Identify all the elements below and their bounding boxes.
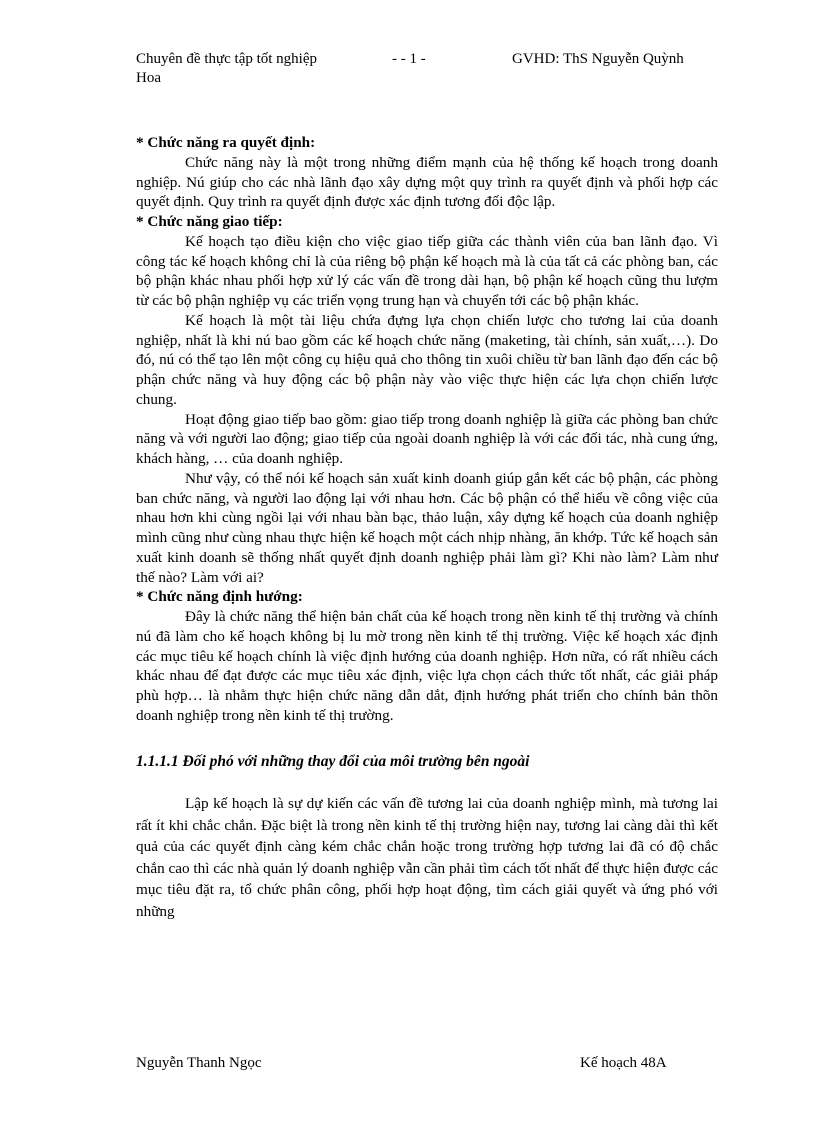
paragraph: Chức năng này là một trong những điểm mạnh của hệ thống kế hoạch trong doanh nghiệp. Nú giúp cho các nhà lãnh đạo xây dựng một quy trình ra quyết định và phối hợp các quyết định. Quy trình ra quyết định được xác định tương đối độc lập. bbox=[136, 153, 718, 211]
header-title: Chuyên đề thực tập tốt nghiệp bbox=[136, 51, 318, 67]
section-heading: * Chức năng giao tiếp: bbox=[136, 213, 283, 230]
page-content bbox=[136, 133, 718, 922]
footer-class: Kế hoạch 48A bbox=[580, 1055, 667, 1071]
paragraph: Lập kế hoạch là sự dự kiến các vấn đề tương lai của doanh nghiệp mình, mà tương lai rất ít khi chắc chắn. Đặc biệt là trong nền kinh tế thị trường hiện nay, tương lai càng dài thì kết quả của các quyết định càng kém chắc chắn hoặc trong trường hợp tương lai đã có độ chắc chắn cao thì các nhà quản lý doanh nghiệp vẫn cần phải tìm cách tốt nhất để thực hiện được các mục tiêu đặt ra, tổ chức phân công, phối hợp hoạt động, tìm cách giải quyết và ứng phó với những bbox=[136, 795, 718, 920]
paragraph: Kế hoạch tạo điều kiện cho việc giao tiếp giữa các thành viên của ban lãnh đạo. Vì công tác kế hoạch không chỉ là của riêng bộ phận kế hoạch mà là của tất cả các phòng ban, các bộ phận khác nhau phối hợp xử lý các vấn đề trong dài hạn, bộ phận kế hoạch cũng thu lượm từ các bộ phận nghiệp vụ các triển vọng trung hạn và chuyển tới các bộ phận khác. bbox=[136, 232, 718, 309]
paragraph: Đây là chức năng thể hiện bản chất của kế hoạch trong nền kinh tế thị trường và chính nú đã làm cho kế hoạch không bị lu mờ trong nền kinh tế thị trường. Việc kế hoạch xác định các mục tiêu kế hoạch chính là việc định hướng của doanh nghiệp. Hơn nữa, có rất nhiều cách khác nhau để đạt được các mục tiêu xác định, việc lựa chọn cách thức tốt nhất, các giải pháp phù hợp… là nhằm thực hiện chức năng dẫn dắt, định hướng phát triển cho chính bản thõn doanh nghiệp trong nền kinh tế thị trường. bbox=[136, 608, 718, 724]
section-heading: * Chức năng định hướng: bbox=[136, 588, 303, 606]
paragraph: Kế hoạch là một tài liệu chứa đựng lựa chọn chiến lược cho tương lai của doanh nghiệp, nhất là khi nú bao gồm các kế hoạch chức năng (maketing, tài chính, sản xuất,…). Do đó, nú có thể tạo lên một công cụ hiệu quả cho thông tin xuôi chiều từ ban lãnh đạo đến các bộ phận chức năng và huy động các bộ phận này vào việc thực hiện các lựa chọn chiến lược chung. bbox=[136, 311, 718, 408]
paragraph: Hoạt động giao tiếp bao gồm: giao tiếp trong doanh nghiệp là giữa các phòng ban chức năng và với người lao động; giao tiếp của ngoài doanh nghiệp là với các đối tác, nhà cung ứng, khách hàng, … của doanh nghiệp. bbox=[136, 410, 718, 467]
section-heading: * Chức năng ra quyết định: bbox=[136, 134, 316, 151]
footer-author: Nguyễn Thanh Ngọc bbox=[136, 1055, 262, 1071]
header-supervisor: GVHD: ThS Nguyễn Quỳnh bbox=[512, 51, 684, 67]
paragraph: Như vậy, có thể nói kế hoạch sản xuất kinh doanh giúp gắn kết các bộ phận, các phòng ban chức năng, và người lao động lại với nhau hơn. Các bộ phận có thể hiểu về công việc của nhau hơn khi cùng ngồi lại với nhau bàn bạc, thảo luận, xây dựng kế hoạch của doanh nghiệp mình cũng như cùng nhau thực hiện kế hoạch một cách nhịp nhàng, ăn khớp. Tức kế hoạch sản xuất kinh doanh sẽ thống nhất quyết định doanh nghiệp phải làm gì? Khi nào làm? Làm như thế nào? Làm với ai? bbox=[136, 469, 718, 586]
header-supervisor-wrap: Hoa bbox=[136, 70, 161, 86]
subsection-title: 1.1.1.1 Đối phó với những thay đổi của môi trường bên ngoài bbox=[136, 752, 530, 770]
header-page-number: - - 1 - bbox=[392, 51, 426, 67]
